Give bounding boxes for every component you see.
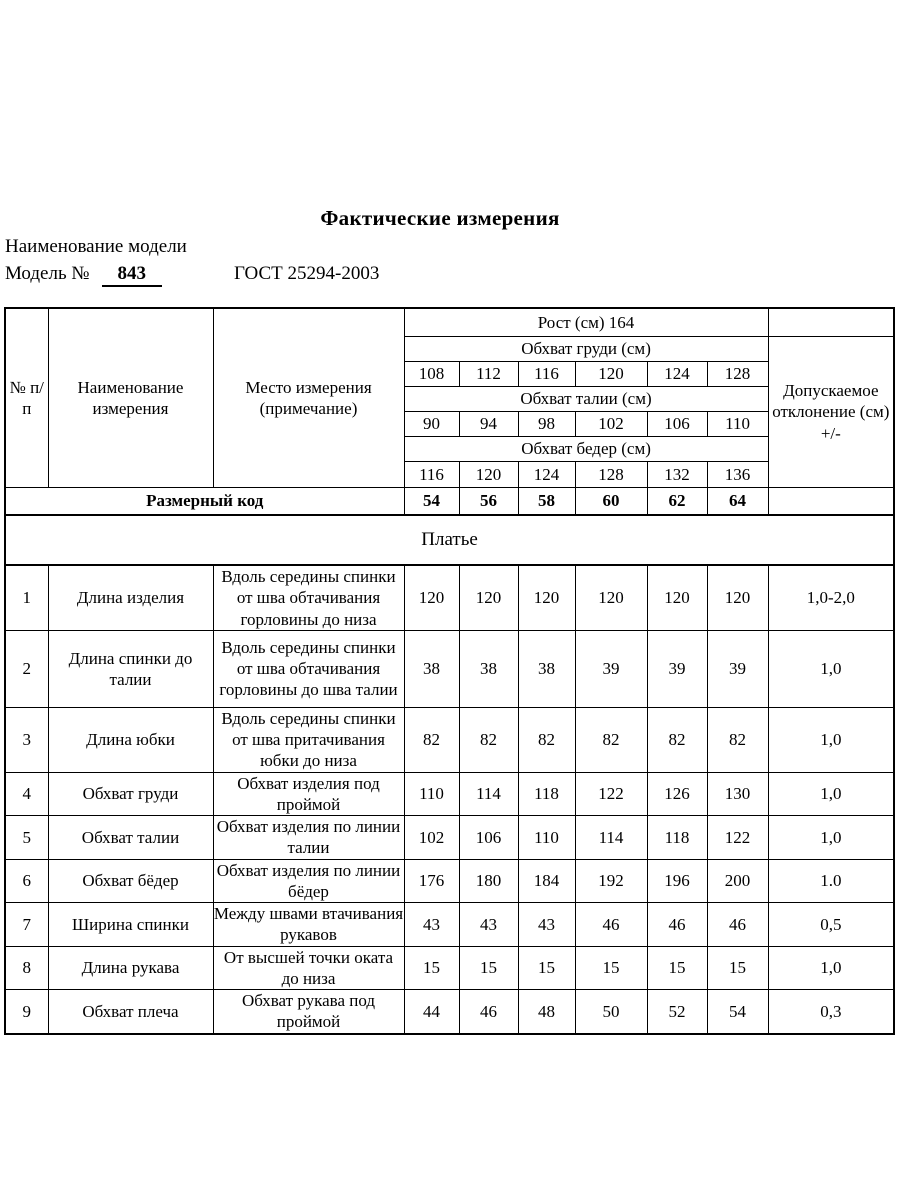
- measure-name-cell: Ширина спинки: [48, 903, 213, 947]
- chest-size-cell: 116: [518, 362, 575, 387]
- value-cell: 38: [459, 630, 518, 707]
- model-number-line: [5, 263, 379, 287]
- size-code-cell: 56: [459, 488, 518, 516]
- tolerance-cell: 0,5: [768, 903, 894, 947]
- value-cell: 48: [518, 990, 575, 1034]
- chest-size-cell: 128: [707, 362, 768, 387]
- value-cell: 114: [575, 816, 647, 860]
- measure-note-cell: От высшей точки оката до низа: [213, 946, 404, 990]
- measure-name-cell: Длина юбки: [48, 707, 213, 772]
- value-cell: 39: [575, 630, 647, 707]
- tolerance-cell: 1,0: [768, 707, 894, 772]
- measure-name-cell: Длина рукава: [48, 946, 213, 990]
- value-cell: 180: [459, 859, 518, 903]
- measure-note-cell: Вдоль середины спинки от шва обтачивания горловины до шва талии: [213, 630, 404, 707]
- waist-size-cell: 110: [707, 412, 768, 437]
- header-cell-chest-label: Обхват груди (см): [404, 337, 768, 362]
- value-cell: 39: [647, 630, 707, 707]
- garment-section-title: Платье: [5, 515, 894, 565]
- header-cell-num: № п/п: [5, 308, 48, 488]
- value-cell: 120: [404, 565, 459, 630]
- value-cell: 82: [575, 707, 647, 772]
- measure-name-cell: Обхват бёдер: [48, 859, 213, 903]
- value-cell: 82: [707, 707, 768, 772]
- waist-size-cell: 102: [575, 412, 647, 437]
- model-number-value: 843: [102, 263, 163, 287]
- header-cell-place: Место измерения (примечание): [213, 308, 404, 488]
- value-cell: 120: [518, 565, 575, 630]
- value-cell: 46: [575, 903, 647, 947]
- value-cell: 15: [575, 946, 647, 990]
- size-code-cell: 60: [575, 488, 647, 516]
- size-code-label: Размерный код: [5, 488, 404, 516]
- value-cell: 46: [707, 903, 768, 947]
- size-code-tolerance-spacer: [768, 488, 894, 516]
- tolerance-cell: 1,0-2,0: [768, 565, 894, 630]
- size-code-row: [5, 488, 894, 516]
- measure-note-cell: Обхват изделия под проймой: [213, 772, 404, 816]
- page-title: Фактические измерения: [320, 206, 560, 230]
- value-cell: 110: [404, 772, 459, 816]
- header-cell-waist-label: Обхват талии (см): [404, 387, 768, 412]
- value-cell: 110: [518, 816, 575, 860]
- measure-note-cell: Вдоль середины спинки от шва обтачивания горловины до низа: [213, 565, 404, 630]
- chest-size-cell: 112: [459, 362, 518, 387]
- value-cell: 38: [518, 630, 575, 707]
- waist-size-cell: 94: [459, 412, 518, 437]
- chest-size-cell: 108: [404, 362, 459, 387]
- value-cell: 43: [459, 903, 518, 947]
- table-row: [5, 859, 894, 903]
- value-cell: 54: [707, 990, 768, 1034]
- table-row: [5, 565, 894, 630]
- row-number-cell: 6: [5, 859, 48, 903]
- hips-size-cell: 128: [575, 462, 647, 488]
- measurements-table: [4, 307, 895, 1035]
- value-cell: 118: [647, 816, 707, 860]
- measure-note-cell: Вдоль середины спинки от шва притачивания юбки до низа: [213, 707, 404, 772]
- waist-size-cell: 90: [404, 412, 459, 437]
- table-row: [5, 990, 894, 1034]
- header-cell-hips-label: Обхват бедер (см): [404, 437, 768, 462]
- hips-size-cell: 124: [518, 462, 575, 488]
- table-row: [5, 903, 894, 947]
- hips-size-cell: 116: [404, 462, 459, 488]
- value-cell: 82: [459, 707, 518, 772]
- value-cell: 43: [404, 903, 459, 947]
- measure-name-cell: Обхват талии: [48, 816, 213, 860]
- row-number-cell: 7: [5, 903, 48, 947]
- row-number-cell: 3: [5, 707, 48, 772]
- tolerance-cell: 1.0: [768, 859, 894, 903]
- value-cell: 122: [575, 772, 647, 816]
- value-cell: 102: [404, 816, 459, 860]
- value-cell: 82: [518, 707, 575, 772]
- model-name-label: Наименование модели: [5, 236, 187, 257]
- size-code-cell: 54: [404, 488, 459, 516]
- size-code-cell: 62: [647, 488, 707, 516]
- size-code-cell: 64: [707, 488, 768, 516]
- table-row: [5, 707, 894, 772]
- value-cell: 46: [459, 990, 518, 1034]
- row-number-cell: 4: [5, 772, 48, 816]
- value-cell: 15: [647, 946, 707, 990]
- measure-note-cell: Обхват изделия по линии бёдер: [213, 859, 404, 903]
- tolerance-cell: 1,0: [768, 946, 894, 990]
- value-cell: 130: [707, 772, 768, 816]
- header-cell-height-value: Рост (см) 164: [404, 308, 768, 337]
- garment-section-row: [5, 515, 894, 565]
- hips-size-cell: 136: [707, 462, 768, 488]
- value-cell: 176: [404, 859, 459, 903]
- value-cell: 196: [647, 859, 707, 903]
- value-cell: 15: [459, 946, 518, 990]
- measure-name-cell: Обхват плеча: [48, 990, 213, 1034]
- measure-name-cell: Длина изделия: [48, 565, 213, 630]
- table-row: [5, 772, 894, 816]
- header-cell-tolerance-spacer: [768, 308, 894, 337]
- value-cell: 50: [575, 990, 647, 1034]
- hips-size-cell: 120: [459, 462, 518, 488]
- row-number-cell: 5: [5, 816, 48, 860]
- measure-name-cell: Обхват груди: [48, 772, 213, 816]
- tolerance-cell: 1,0: [768, 816, 894, 860]
- waist-size-cell: 106: [647, 412, 707, 437]
- value-cell: 15: [518, 946, 575, 990]
- value-cell: 106: [459, 816, 518, 860]
- value-cell: 114: [459, 772, 518, 816]
- value-cell: 120: [575, 565, 647, 630]
- measure-note-cell: Между швами втачивания рукавов: [213, 904, 404, 945]
- value-cell: 120: [459, 565, 518, 630]
- chest-size-cell: 120: [575, 362, 647, 387]
- header-cell-tolerance: Допускаемое отклонение (см) +/-: [768, 337, 894, 488]
- table-row: [5, 946, 894, 990]
- tolerance-cell: 1,0: [768, 772, 894, 816]
- row-number-cell: 2: [5, 630, 48, 707]
- tolerance-cell: 0,3: [768, 990, 894, 1034]
- value-cell: 120: [707, 565, 768, 630]
- value-cell: 184: [518, 859, 575, 903]
- value-cell: 122: [707, 816, 768, 860]
- size-code-cell: 58: [518, 488, 575, 516]
- table-row: [5, 816, 894, 860]
- value-cell: 200: [707, 859, 768, 903]
- measure-note-cell: Обхват рукава под проймой: [213, 990, 404, 1034]
- chest-size-cell: 124: [647, 362, 707, 387]
- row-number-cell: 8: [5, 946, 48, 990]
- value-cell: 39: [707, 630, 768, 707]
- value-cell: 15: [707, 946, 768, 990]
- measure-name-cell: Длина спинки до талии: [48, 630, 213, 707]
- waist-size-cell: 98: [518, 412, 575, 437]
- value-cell: 52: [647, 990, 707, 1034]
- value-cell: 120: [647, 565, 707, 630]
- value-cell: 38: [404, 630, 459, 707]
- value-cell: 44: [404, 990, 459, 1034]
- value-cell: 46: [647, 903, 707, 947]
- value-cell: 43: [518, 903, 575, 947]
- hips-size-cell: 132: [647, 462, 707, 488]
- value-cell: 82: [404, 707, 459, 772]
- tolerance-cell: 1,0: [768, 630, 894, 707]
- row-number-cell: 1: [5, 565, 48, 630]
- value-cell: 82: [647, 707, 707, 772]
- value-cell: 15: [404, 946, 459, 990]
- table-row: [5, 630, 894, 707]
- measure-note-cell: Обхват изделия по линии талии: [213, 816, 404, 860]
- gost-standard: ГОСТ 25294-2003: [234, 263, 380, 284]
- header-cell-name: Наименование измерения: [48, 308, 213, 488]
- value-cell: 126: [647, 772, 707, 816]
- row-number-cell: 9: [5, 990, 48, 1034]
- model-number-label: Модель №: [5, 263, 90, 284]
- value-cell: 118: [518, 772, 575, 816]
- value-cell: 192: [575, 859, 647, 903]
- header-row-height: [5, 308, 894, 337]
